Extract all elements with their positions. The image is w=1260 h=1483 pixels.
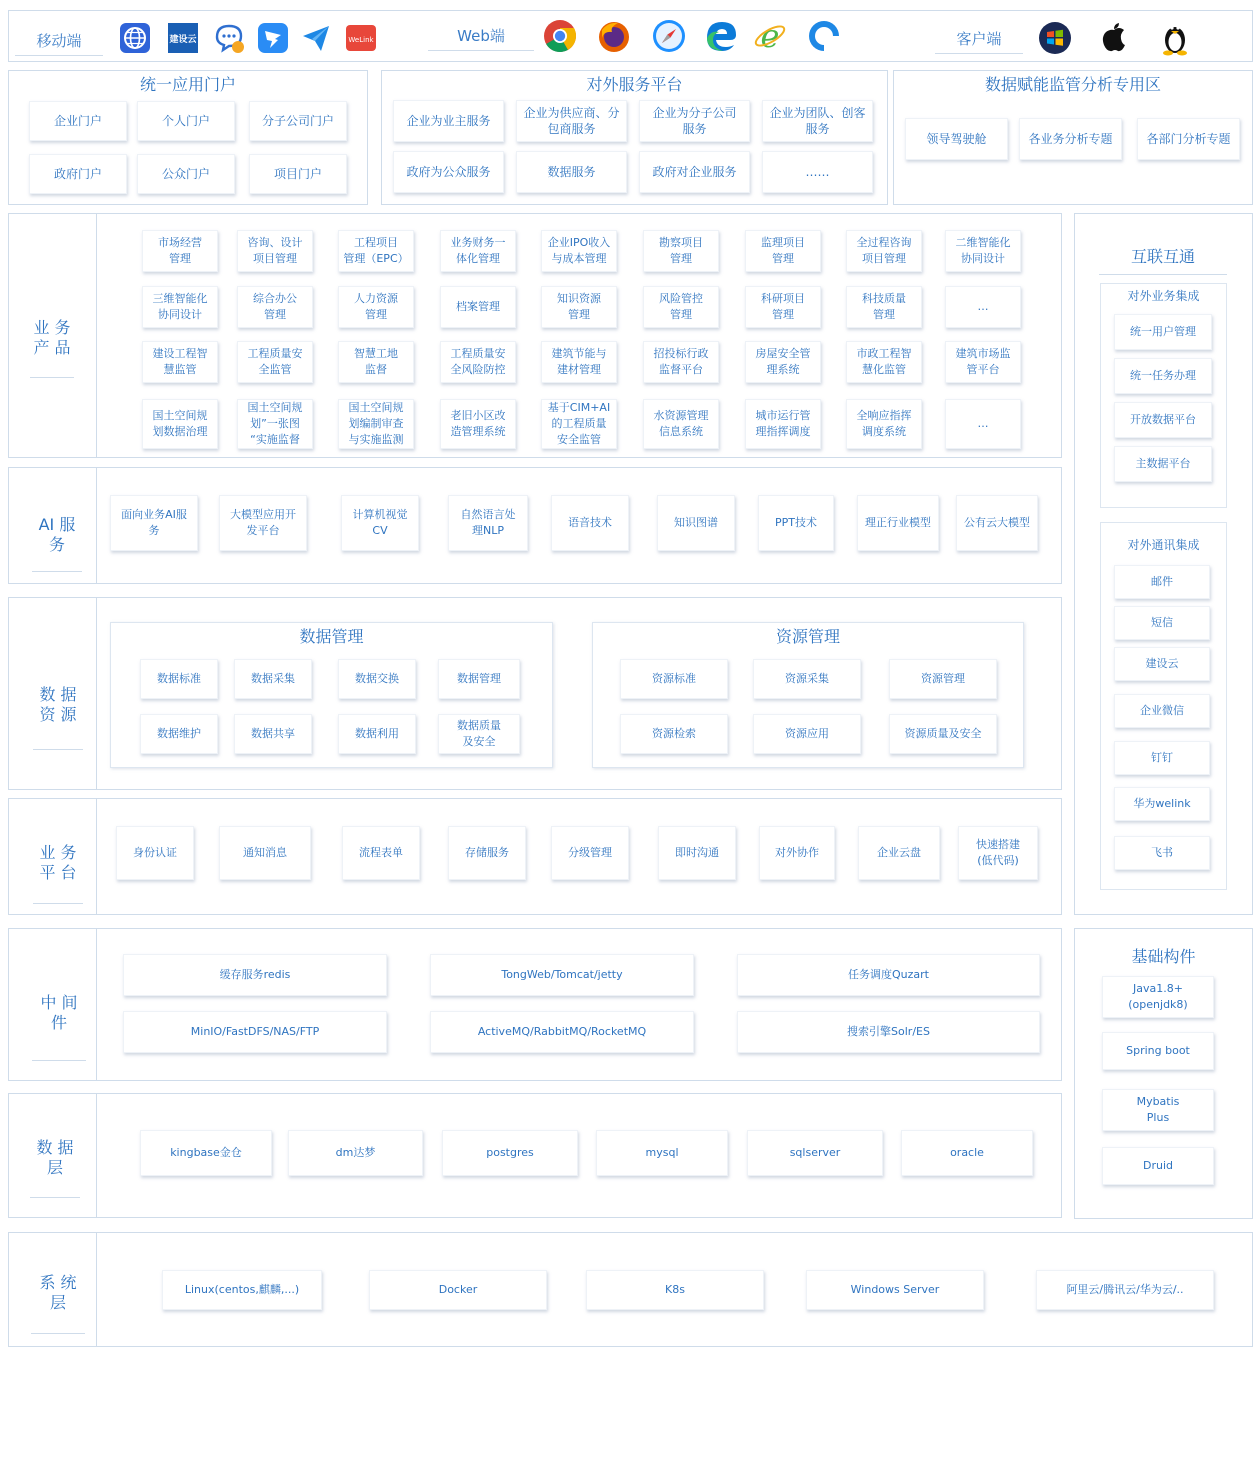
foundation-item[interactable]: Druid <box>1102 1147 1214 1185</box>
product-item[interactable]: … <box>945 399 1021 449</box>
divider <box>96 598 97 789</box>
ai-item[interactable]: 计算机视觉 CV <box>341 495 419 551</box>
product-item[interactable]: 招投标行政 监督平台 <box>643 341 719 383</box>
data-management-item[interactable]: 数据管理 <box>438 659 520 699</box>
analysis-item[interactable]: 领导驾驶舱 <box>905 118 1008 160</box>
product-item[interactable]: 全响应指挥 调度系统 <box>846 399 922 449</box>
product-item[interactable]: 工程质量安 全监管 <box>237 341 313 383</box>
data-management-item[interactable]: 数据共享 <box>234 714 312 754</box>
divider <box>96 799 97 914</box>
ai-item[interactable]: 自然语言处 理NLP <box>448 495 528 551</box>
product-item[interactable]: 建设工程智 慧监管 <box>142 341 218 383</box>
resource-management-item[interactable]: 资源管理 <box>889 659 997 699</box>
divider <box>96 214 97 457</box>
resource-management-item[interactable]: 资源检索 <box>620 714 728 754</box>
portal-item[interactable]: 项目门户 <box>249 154 347 194</box>
middleware-item[interactable]: 任务调度Quzart <box>737 954 1040 996</box>
product-item[interactable]: 三维智能化 协同设计 <box>142 286 218 328</box>
platform-item[interactable]: 通知消息 <box>219 826 311 880</box>
database-item[interactable]: sqlserver <box>747 1130 883 1176</box>
svg-text:e: e <box>760 18 780 54</box>
product-item[interactable]: 科技质量 管理 <box>846 286 922 328</box>
product-item[interactable]: 咨询、设计 项目管理 <box>237 230 313 272</box>
product-item[interactable]: 监理项目 管理 <box>745 230 821 272</box>
platform-item[interactable]: 分级管理 <box>551 826 629 880</box>
client-label: 客户端 <box>935 24 1023 54</box>
system-item[interactable]: Linux(centos,麒麟,...) <box>162 1270 322 1310</box>
svg-text:建设云: 建设云 <box>169 35 197 45</box>
communication-item[interactable]: 企业微信 <box>1114 694 1210 728</box>
external-comm-title: 对外通讯集成 <box>1127 538 1200 552</box>
system-item[interactable]: 阿里云/腾讯云/华为云/.. <box>1036 1270 1214 1310</box>
service-item[interactable]: 企业为业主服务 <box>393 100 504 142</box>
middleware-label: 中 间 件 <box>32 965 86 1061</box>
edge-icon[interactable] <box>703 18 739 54</box>
product-item[interactable]: 科研项目 管理 <box>745 286 821 328</box>
data-management-item[interactable]: 数据质量 及安全 <box>438 714 520 754</box>
firefox-icon[interactable] <box>596 18 632 54</box>
external-business-title: 对外业务集成 <box>1127 289 1200 303</box>
system-layer-label: 系 统 层 <box>31 1252 85 1334</box>
web-label: Web端 <box>428 21 534 51</box>
chat-icon[interactable] <box>212 21 246 55</box>
data-resources-label: 数 据 资 源 <box>33 660 83 750</box>
product-item[interactable]: 二维智能化 协同设计 <box>945 230 1021 272</box>
safari-icon[interactable] <box>651 18 687 54</box>
interconnect-title: 互联互通 <box>1099 244 1227 275</box>
integration-item[interactable]: 主数据平台 <box>1114 446 1212 482</box>
analysis-title: 数据赋能监管分析专用区 <box>984 75 1161 94</box>
resource-management-item[interactable]: 资源质量及安全 <box>889 714 997 754</box>
middleware-item[interactable]: MinIO/FastDFS/NAS/FTP <box>123 1011 387 1053</box>
system-item[interactable]: Docker <box>369 1270 547 1310</box>
ai-item[interactable]: 面向业务AI服 务 <box>110 495 198 551</box>
linux-icon[interactable] <box>1157 18 1193 56</box>
svg-text:WeLink: WeLink <box>348 36 374 44</box>
resource-management-item[interactable]: 资源标准 <box>620 659 728 699</box>
product-item[interactable]: 知识资源 管理 <box>541 286 617 328</box>
data-layer-label: 数 据 层 <box>30 1118 80 1198</box>
service-item[interactable]: 企业为供应商、分 包商服务 <box>516 100 627 142</box>
ai-label: AI 服 务 <box>32 498 82 572</box>
product-item[interactable]: 业务财务一 体化管理 <box>440 230 516 272</box>
product-item[interactable]: 老旧小区改 造管理系统 <box>440 399 516 449</box>
platform-item[interactable]: 企业云盘 <box>858 826 940 880</box>
feishu-icon[interactable] <box>299 21 333 55</box>
foundation-item[interactable]: Mybatis Plus <box>1102 1089 1214 1131</box>
resource-management-title: 资源管理 <box>775 627 840 646</box>
resource-management-item[interactable]: 资源采集 <box>753 659 861 699</box>
business-products-label: 业 务 产 品 <box>30 298 74 378</box>
service-item[interactable]: …… <box>762 151 873 193</box>
product-item[interactable]: 建筑市场监 管平台 <box>945 341 1021 383</box>
integration-item[interactable]: 统一任务办理 <box>1114 358 1212 394</box>
system-item[interactable]: Windows Server <box>806 1270 984 1310</box>
database-item[interactable]: mysql <box>596 1130 728 1176</box>
jianshe-cloud-icon[interactable] <box>166 21 200 55</box>
product-item[interactable]: 工程质量安 全风险防控 <box>440 341 516 383</box>
middleware-panel <box>8 928 1062 1081</box>
mobile-label: 移动端 <box>15 26 103 56</box>
product-item[interactable]: 基于CIM+AI 的工程质量 安全监管 <box>541 399 617 449</box>
portal-item[interactable]: 企业门户 <box>29 101 127 141</box>
welink-icon[interactable] <box>344 21 378 55</box>
portal-title: 统一应用门户 <box>139 75 236 94</box>
product-item[interactable]: 工程项目 管理（EPC） <box>338 230 414 272</box>
data-management-item[interactable]: 数据采集 <box>234 659 312 699</box>
portal-item[interactable]: 分子公司门户 <box>249 101 347 141</box>
platform-item[interactable]: 流程表单 <box>342 826 420 880</box>
communication-item[interactable]: 钉钉 <box>1114 741 1210 775</box>
divider <box>96 1094 97 1217</box>
portal-item[interactable]: 政府门户 <box>29 154 127 194</box>
product-item[interactable]: 勘察项目 管理 <box>643 230 719 272</box>
dingtalk-icon[interactable] <box>256 21 290 55</box>
analysis-item[interactable]: 各部门分析专题 <box>1137 118 1240 160</box>
resource-management-item[interactable]: 资源应用 <box>753 714 861 754</box>
platform-item[interactable]: 快速搭建 (低代码) <box>958 826 1038 880</box>
integration-item[interactable]: 开放数据平台 <box>1114 402 1212 438</box>
platform-item[interactable]: 对外协作 <box>759 826 835 880</box>
product-item[interactable]: 城市运行管 理指挥调度 <box>745 399 821 449</box>
product-item[interactable]: 企业IPO收入 与成本管理 <box>541 230 617 272</box>
product-item[interactable]: 人力资源 管理 <box>338 286 414 328</box>
windows-icon[interactable] <box>1038 21 1072 55</box>
product-item[interactable]: 水资源管理 信息系统 <box>643 399 719 449</box>
foundation-title: 基础构件 <box>1131 947 1196 966</box>
product-item[interactable]: 档案管理 <box>440 286 516 328</box>
foundation-item[interactable]: Spring boot <box>1102 1032 1214 1070</box>
data-management-item[interactable]: 数据标准 <box>140 659 218 699</box>
product-item[interactable]: 市场经营 管理 <box>142 230 218 272</box>
middleware-item[interactable]: 缓存服务redis <box>123 954 387 996</box>
browser-icon[interactable] <box>806 18 842 54</box>
product-item[interactable]: 国土空间规 划编制审查 与实施监测 <box>338 399 414 449</box>
product-item[interactable]: 市政工程智 慧化监管 <box>846 341 922 383</box>
apple-icon[interactable] <box>1097 20 1131 54</box>
analysis-item[interactable]: 各业务分析专题 <box>1019 118 1122 160</box>
product-item[interactable]: 国土空间规 划”一张图 “实施监督 <box>237 399 313 449</box>
communication-item[interactable]: 华为welink <box>1114 787 1210 821</box>
service-title: 对外服务平台 <box>586 75 683 94</box>
communication-item[interactable]: 短信 <box>1114 606 1210 640</box>
ai-item[interactable]: 大模型应用开 发平台 <box>219 495 307 551</box>
database-item[interactable]: kingbase金仓 <box>140 1130 272 1176</box>
divider <box>96 929 97 1080</box>
communication-item[interactable]: 建设云 <box>1114 647 1210 681</box>
ai-item[interactable]: 语音技术 <box>551 495 629 551</box>
biz-platform-label: 业 务 平 台 <box>33 822 83 904</box>
data-management-item[interactable]: 数据交换 <box>338 659 416 699</box>
ai-item[interactable]: 理正行业模型 <box>857 495 939 551</box>
ie-icon[interactable] <box>752 18 788 54</box>
divider <box>96 1233 97 1346</box>
product-item[interactable]: 风险管控 管理 <box>643 286 719 328</box>
middleware-item[interactable]: ActiveMQ/RabbitMQ/RocketMQ <box>430 1011 694 1053</box>
data-management-title: 数据管理 <box>299 627 364 646</box>
database-item[interactable]: postgres <box>442 1130 578 1176</box>
communication-item[interactable]: 飞书 <box>1114 836 1210 870</box>
service-item[interactable]: 政府对企业服务 <box>639 151 750 193</box>
foundation-item[interactable]: Java1.8+ (openjdk8) <box>1102 976 1214 1018</box>
communication-item[interactable]: 邮件 <box>1114 565 1210 599</box>
product-item[interactable]: 综合办公 管理 <box>237 286 313 328</box>
system-item[interactable]: K8s <box>586 1270 764 1310</box>
divider <box>96 468 97 583</box>
product-item[interactable]: 建筑节能与 建材管理 <box>541 341 617 383</box>
integration-item[interactable]: 统一用户管理 <box>1114 314 1212 350</box>
middleware-item[interactable]: 搜索引擎Solr/ES <box>737 1011 1040 1053</box>
data-management-item[interactable]: 数据利用 <box>338 714 416 754</box>
platform-item[interactable]: 即时沟通 <box>658 826 736 880</box>
middleware-item[interactable]: TongWeb/Tomcat/jetty <box>430 954 694 996</box>
database-item[interactable]: oracle <box>901 1130 1033 1176</box>
product-item[interactable]: … <box>945 286 1021 328</box>
service-item[interactable]: 企业为团队、创客 服务 <box>762 100 873 142</box>
platform-item[interactable]: 存储服务 <box>448 826 526 880</box>
platform-item[interactable]: 身份认证 <box>116 826 194 880</box>
chrome-icon[interactable] <box>542 18 578 54</box>
data-management-item[interactable]: 数据维护 <box>140 714 218 754</box>
portal-item[interactable]: 个人门户 <box>137 101 235 141</box>
portal-item[interactable]: 公众门户 <box>137 154 235 194</box>
ai-item[interactable]: 知识图谱 <box>657 495 735 551</box>
database-item[interactable]: dm达梦 <box>288 1130 423 1176</box>
ai-item[interactable]: PPT技术 <box>758 495 834 551</box>
product-item[interactable]: 国土空间规 划数据治理 <box>142 399 218 449</box>
ai-item[interactable]: 公有云大模型 <box>956 495 1038 551</box>
product-item[interactable]: 房屋安全管 理系统 <box>745 341 821 383</box>
service-item[interactable]: 数据服务 <box>516 151 627 193</box>
service-item[interactable]: 企业为分子公司 服务 <box>639 100 750 142</box>
product-item[interactable]: 全过程咨询 项目管理 <box>846 230 922 272</box>
globe-icon[interactable] <box>118 21 152 55</box>
product-item[interactable]: 智慧工地 监督 <box>338 341 414 383</box>
service-item[interactable]: 政府为公众服务 <box>393 151 504 193</box>
